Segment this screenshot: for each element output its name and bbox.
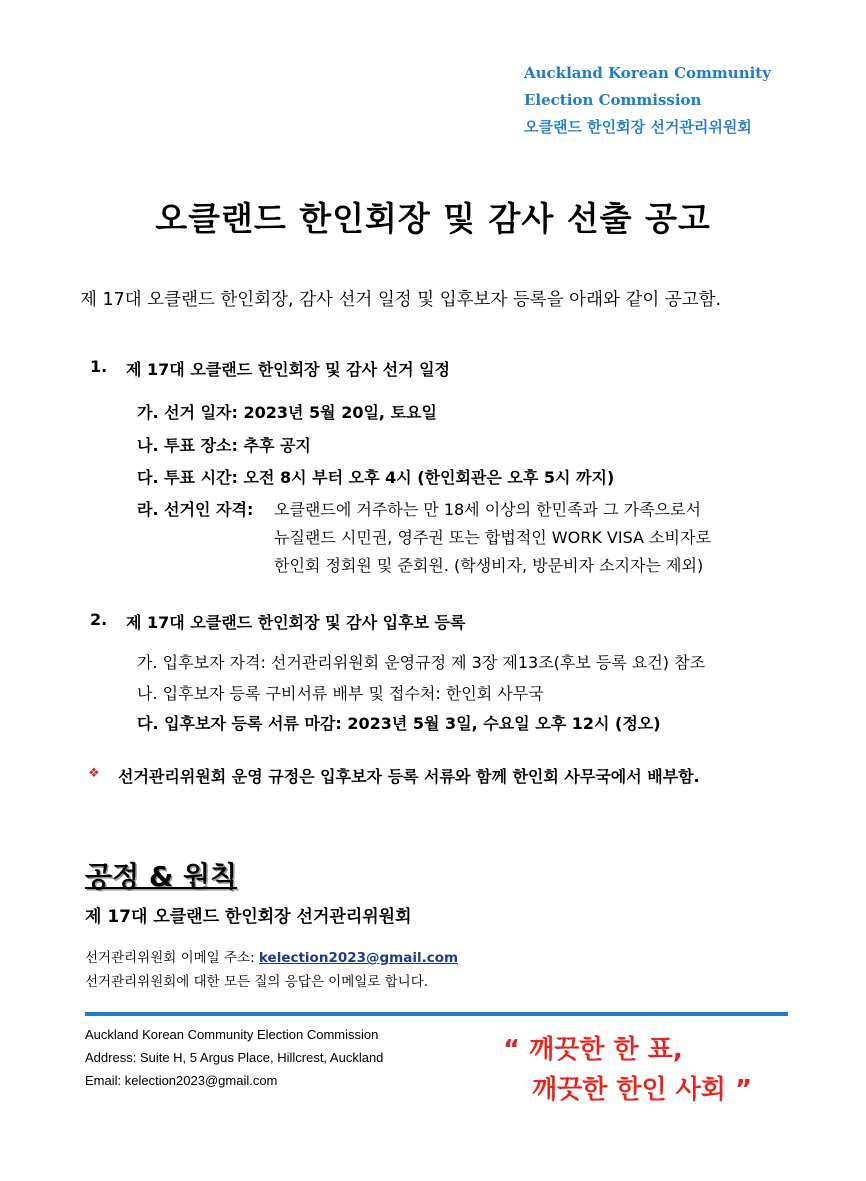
footer-address: Address: Suite H, 5 Argus Place, Hillcrest, Auckland xyxy=(85,1050,384,1065)
schedule-item-label: 나. 투표 장소: xyxy=(137,436,238,455)
qualification-label: 라. 선거인 자격: xyxy=(137,500,254,519)
qualification-line: 뉴질랜드 시민권, 영주권 또는 합법적인 WORK VISA 소비자로 xyxy=(274,528,711,547)
footer-org: Auckland Korean Community Election Commission xyxy=(85,1027,379,1042)
schedule-item-value: 추후 공지 xyxy=(243,436,311,455)
org-name-ko: 오클랜드 한인회장 선거관리위원회 xyxy=(524,118,752,136)
schedule-item-label: 가. 선거 일자: xyxy=(137,403,238,422)
motto-heading: 공정 & 원칙 xyxy=(85,860,238,893)
intro-text: 제 17대 오클랜드 한인회장, 감사 선거 일정 및 입후보자 등록을 아래와 같이 공고함. xyxy=(80,290,722,310)
footer-divider xyxy=(85,1012,788,1016)
schedule-item-value: 2023년 5월 20일, 토요일 xyxy=(243,403,437,422)
slogan-line1: “ 깨끗한 한 표, xyxy=(503,1035,683,1065)
schedule-item-label: 다. 투표 시간: xyxy=(137,468,238,487)
section1-number: 1. xyxy=(90,357,108,376)
email-note: 선거관리위원회에 대한 모든 질의 응답은 이메일로 합니다. xyxy=(85,974,429,990)
committee-name: 제 17대 오클랜드 한인회장 선거관리위원회 xyxy=(85,907,412,927)
email-link[interactable]: kelection2023@gmail.com xyxy=(258,950,459,966)
qualification-line: 오클랜드에 거주하는 만 18세 이상의 한민족과 그 가족으로서 xyxy=(274,500,701,519)
email-line xyxy=(85,946,458,966)
registration-item: 가. 입후보자 자격: 선거관리위원회 운영규정 제 3장 제13조(후보 등록 요건) 참조 xyxy=(137,653,706,672)
slogan-line2: 깨끗한 한인 사회 ” xyxy=(532,1075,753,1105)
diamond-bullet-icon: ❖ xyxy=(88,766,100,781)
org-name-en-line2: Election Commission xyxy=(524,91,702,109)
schedule-item-date xyxy=(137,400,437,423)
registration-deadline: 다. 입후보자 등록 서류 마감: 2023년 5월 3일, 수요일 오후 12시 (정오) xyxy=(137,714,661,733)
footer-email: Email: kelection2023@gmail.com xyxy=(85,1073,278,1088)
email-label: 선거관리위원회 이메일 주소: xyxy=(85,950,259,966)
schedule-item-place xyxy=(137,433,311,456)
schedule-item-value: 오전 8시 부터 오후 4시 (한인회관은 오후 5시 까지) xyxy=(243,468,615,487)
note-text: 선거관리위원회 운영 규정은 입후보자 등록 서류와 함께 한인회 사무국에서 배부함. xyxy=(118,767,700,786)
org-name-en-line1: Auckland Korean Community xyxy=(524,64,771,82)
schedule-item-time xyxy=(137,465,614,488)
section2-title: 제 17대 오클랜드 한인회장 및 감사 입후보 등록 xyxy=(126,613,466,632)
qualification-line: 한인회 정회원 및 준회원. (학생비자, 방문비자 소지자는 제외) xyxy=(274,556,704,575)
section2-number: 2. xyxy=(90,610,108,629)
registration-item: 나. 입후보자 등록 구비서류 배부 및 접수처: 한인회 사무국 xyxy=(137,684,544,703)
section1-title: 제 17대 오클랜드 한인회장 및 감사 선거 일정 xyxy=(126,360,451,379)
page-title: 오클랜드 한인회장 및 감사 선출 공고 xyxy=(155,199,711,238)
